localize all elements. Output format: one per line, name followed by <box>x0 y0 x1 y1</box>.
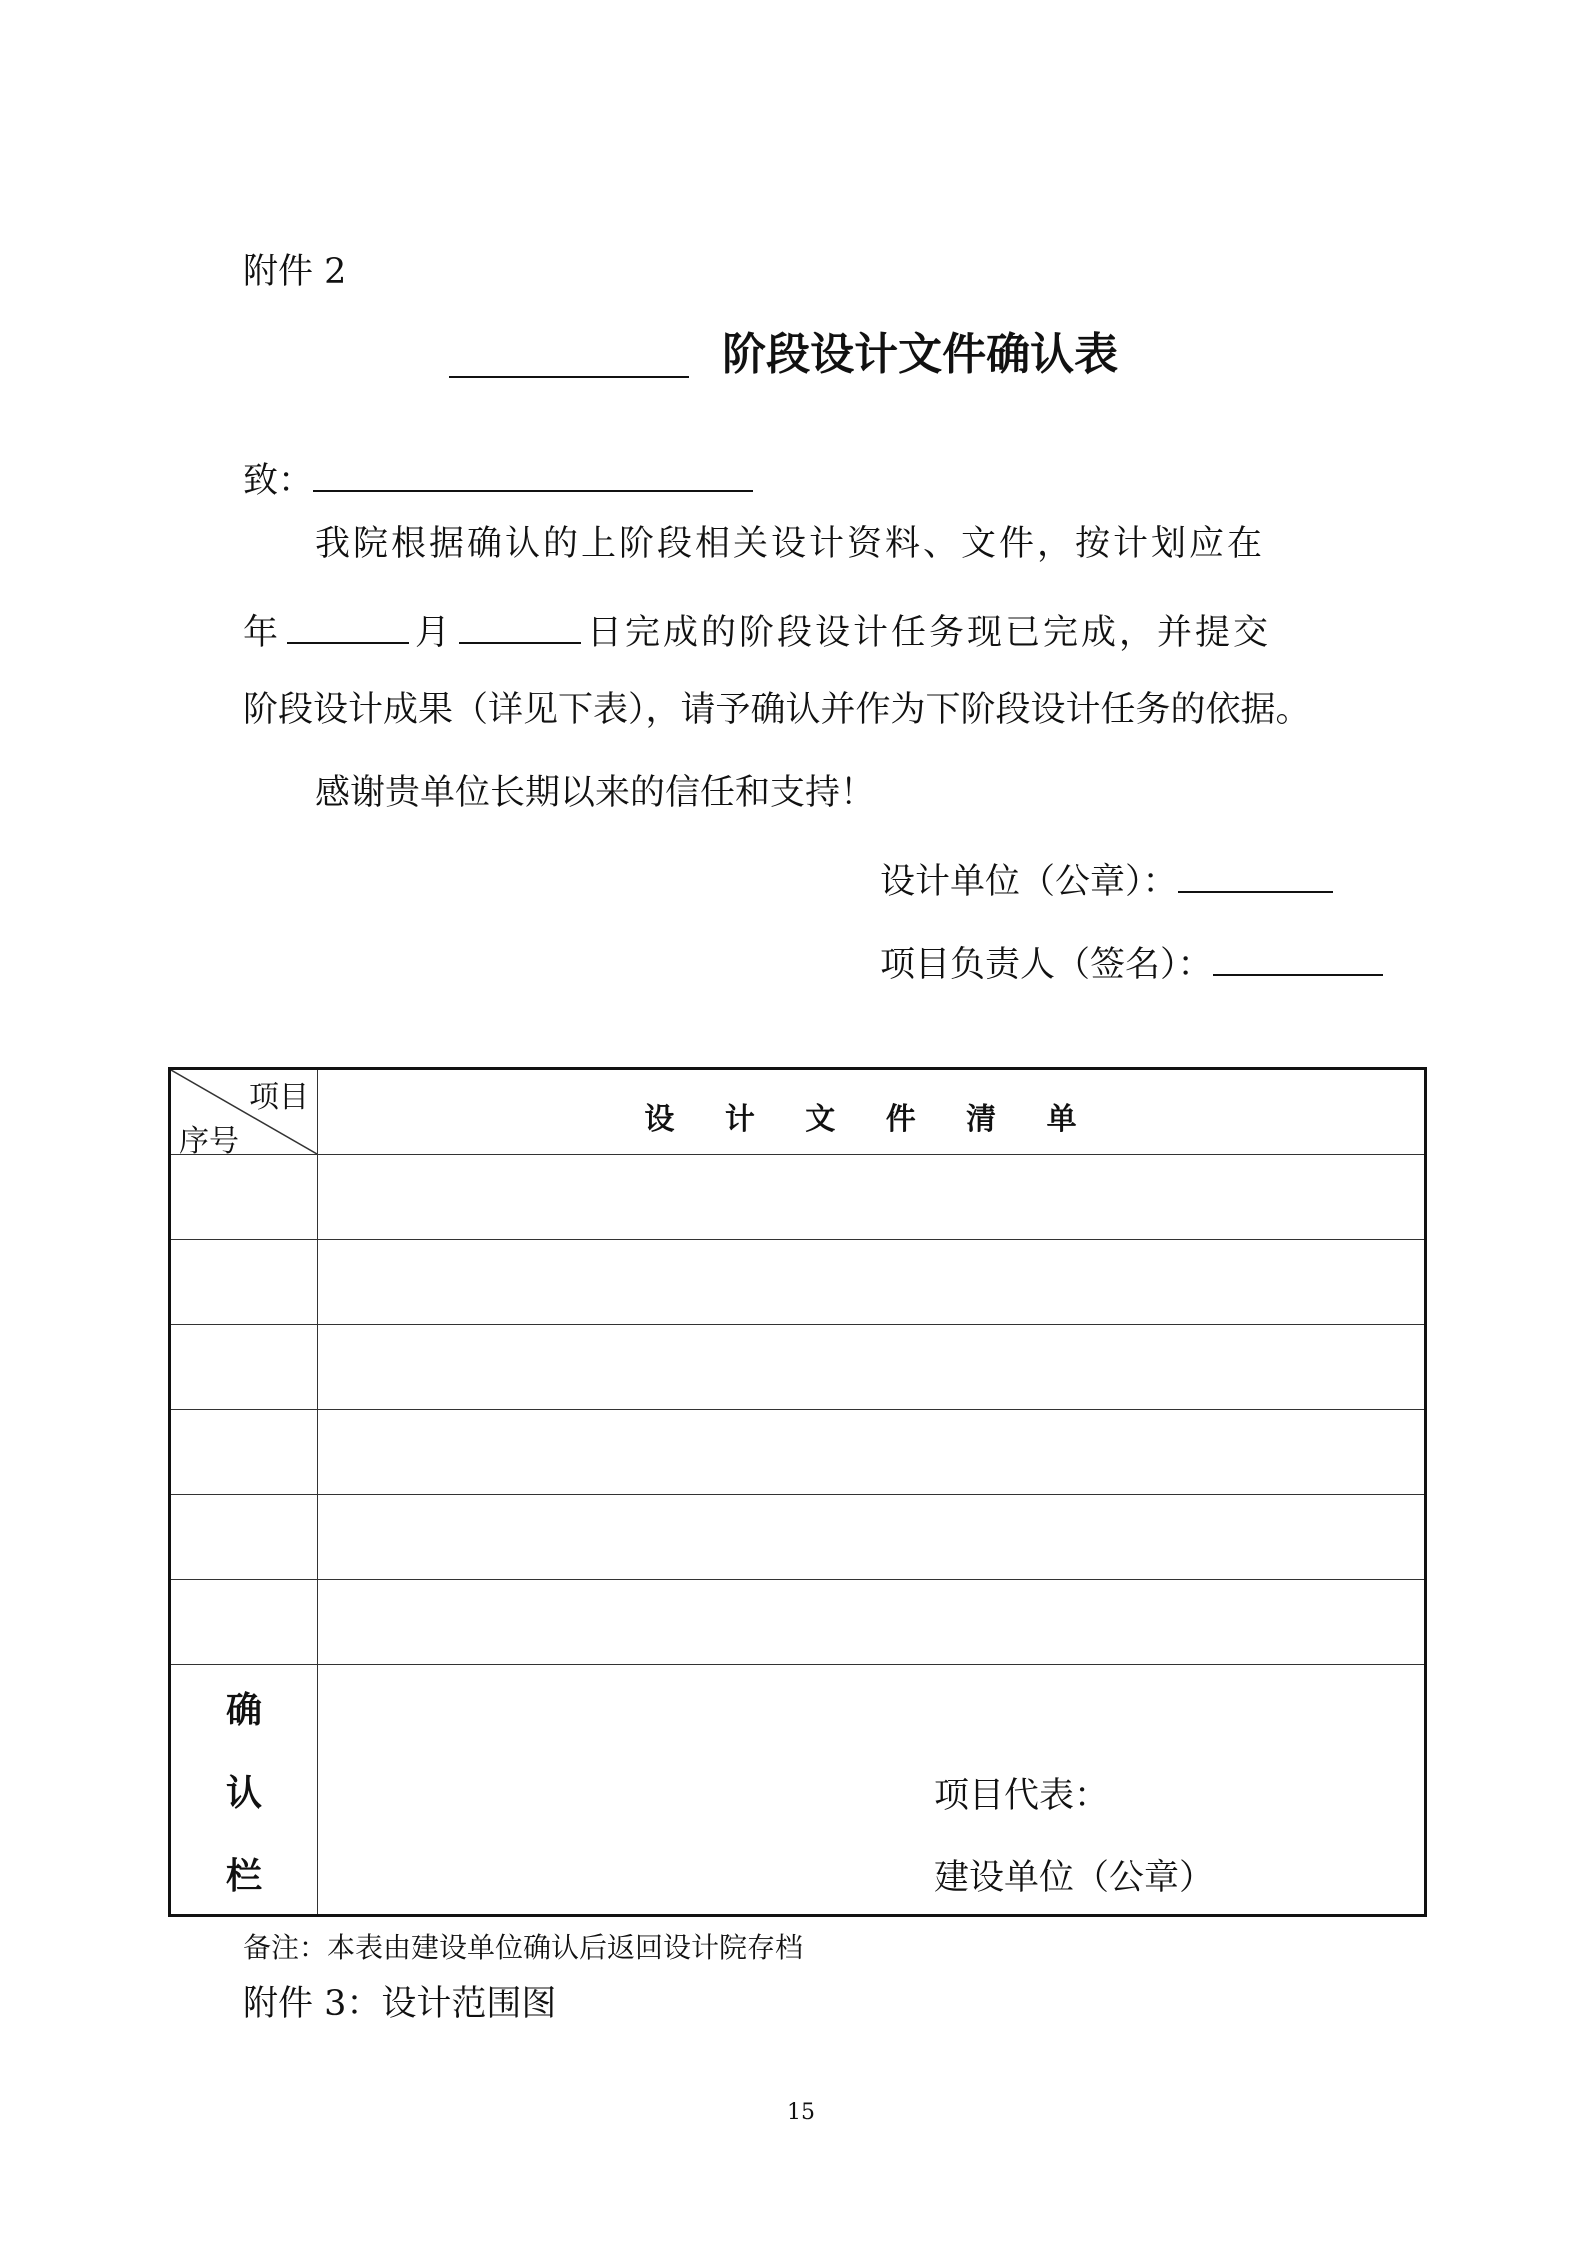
table-row[interactable] <box>318 1580 1424 1664</box>
header-item: 项目 <box>249 1080 309 1115</box>
month-blank[interactable] <box>459 607 581 644</box>
year-blank[interactable] <box>287 607 409 644</box>
title-text: 阶段设计文件确认表 <box>722 329 1119 380</box>
project-lead-line <box>880 939 1383 985</box>
row-divider <box>171 1664 1424 1665</box>
title-blank[interactable] <box>449 330 689 378</box>
to-label: 致： <box>243 461 314 501</box>
table-row[interactable] <box>318 1410 1424 1494</box>
table-row[interactable] <box>318 1325 1424 1409</box>
header-file-list: 设 计 文 件 清 单 <box>644 1102 1097 1137</box>
design-unit-label: 设计单位（公章）： <box>880 862 1178 902</box>
para1-line2 <box>243 607 1271 653</box>
para1-line3: 阶段设计成果（详见下表），请予确认并作为下阶段设计任务的依据。 <box>243 690 1311 730</box>
year-label: 年 <box>243 613 282 653</box>
confirm-char: 确 <box>225 1690 262 1731</box>
table-row[interactable] <box>318 1240 1424 1324</box>
project-lead-label: 项目负责人（签名）： <box>880 945 1213 985</box>
project-lead-blank[interactable] <box>1213 939 1383 976</box>
attachment-label: 附件 2 <box>243 252 347 292</box>
para1-line2-rest: 日完成的阶段设计任务现已完成，并提交 <box>587 613 1272 653</box>
attachment3-label: 附件 3：设计范围图 <box>243 1984 557 2024</box>
header-no: 序号 <box>179 1124 239 1159</box>
owner-unit-label: 建设单位（公章） <box>934 1858 1215 1898</box>
design-file-table <box>168 1067 1427 1917</box>
confirm-char: 认 <box>225 1773 262 1814</box>
para2: 感谢贵单位长期以来的信任和支持！ <box>315 773 876 813</box>
recipient-blank[interactable] <box>313 455 753 492</box>
page-number: 15 <box>787 2100 815 2125</box>
para1-line1: 我院根据确认的上阶段相关设计资料、文件，按计划应在 <box>315 524 1266 564</box>
design-unit-blank[interactable] <box>1178 856 1333 893</box>
table-note: 备注：本表由建设单位确认后返回设计院存档 <box>243 1931 804 1964</box>
document-title <box>449 330 1118 380</box>
confirm-char: 栏 <box>225 1856 262 1897</box>
design-unit-line <box>880 856 1333 902</box>
table-row[interactable] <box>318 1495 1424 1579</box>
table-row[interactable] <box>318 1155 1424 1239</box>
project-rep-label: 项目代表： <box>934 1776 1110 1816</box>
to-line <box>243 455 753 501</box>
month-label: 月 <box>415 613 454 653</box>
